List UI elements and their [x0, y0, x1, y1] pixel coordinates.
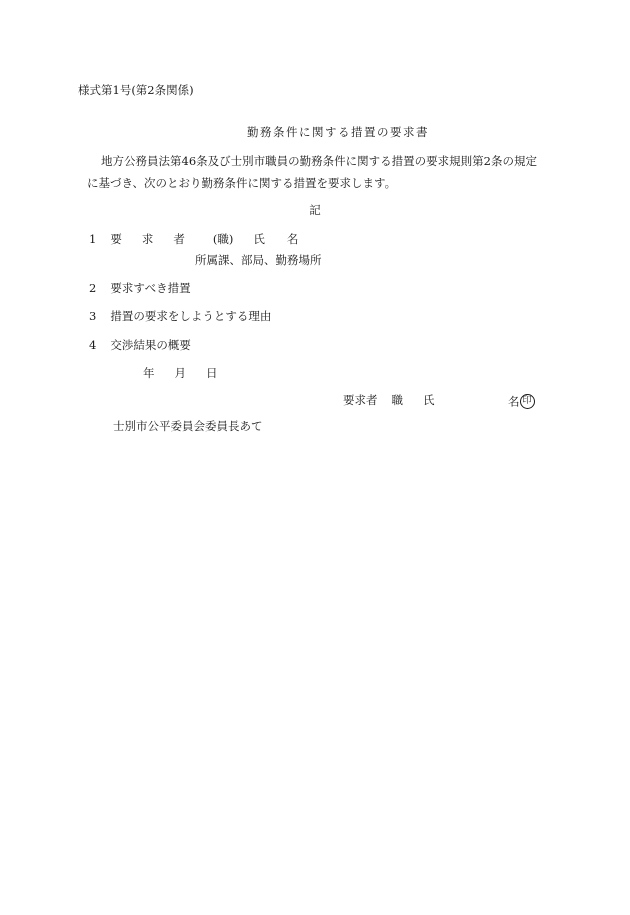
item-number: 3 [89, 309, 97, 323]
item-1-requester [89, 234, 298, 246]
signature-shi: 氏 [423, 393, 435, 407]
item-label: 措置の要求をしようとする理由 [110, 309, 272, 323]
seal-icon: 印 [520, 394, 535, 409]
document-title [0, 127, 630, 139]
item-label-part: 求 [141, 232, 154, 246]
item-label: 交渉結果の概要 [110, 338, 191, 352]
item-number: 1 [89, 232, 97, 246]
item-3 [89, 311, 271, 323]
signature-name-seal [508, 395, 535, 410]
item-4 [89, 340, 191, 352]
body-text-line-2: に基づき、次のとおり勤務条件に関する措置を要求します。 [87, 176, 397, 190]
item-number: 2 [89, 281, 97, 295]
document-title-text: 勤務条件に関する措置の要求書 [247, 125, 429, 139]
date-month: 月 [174, 366, 186, 380]
ki-heading [0, 205, 630, 217]
signature-shoku: 職 [391, 393, 403, 407]
field-mei: 名 [286, 232, 299, 246]
signature-line [343, 395, 435, 407]
signature-requester: 要求者 [343, 393, 378, 407]
form-number: 様式第1号(第2条関係) [78, 83, 194, 97]
ki-text: 記 [309, 203, 321, 217]
item-1-sub: 所属課、部局、勤務場所 [195, 253, 322, 267]
date-line [143, 368, 218, 380]
signature-mei: 名 [508, 394, 520, 409]
item-number: 4 [89, 338, 97, 352]
field-shi: 氏 [253, 232, 265, 246]
item-label-part: 者 [173, 232, 185, 246]
item-label-part: 要 [110, 232, 122, 246]
item-label: 要求すべき措置 [110, 281, 191, 295]
date-year: 年 [143, 366, 155, 380]
addressee: 士別市公平委員会委員長あて [113, 419, 263, 433]
field-shoku: (職) [212, 232, 234, 246]
date-day: 日 [206, 366, 218, 380]
body-text-line-1: 地方公務員法第46条及び士別市職員の勤務条件に関する措置の要求規則第2条の規定 [101, 154, 537, 168]
item-2 [89, 283, 191, 295]
